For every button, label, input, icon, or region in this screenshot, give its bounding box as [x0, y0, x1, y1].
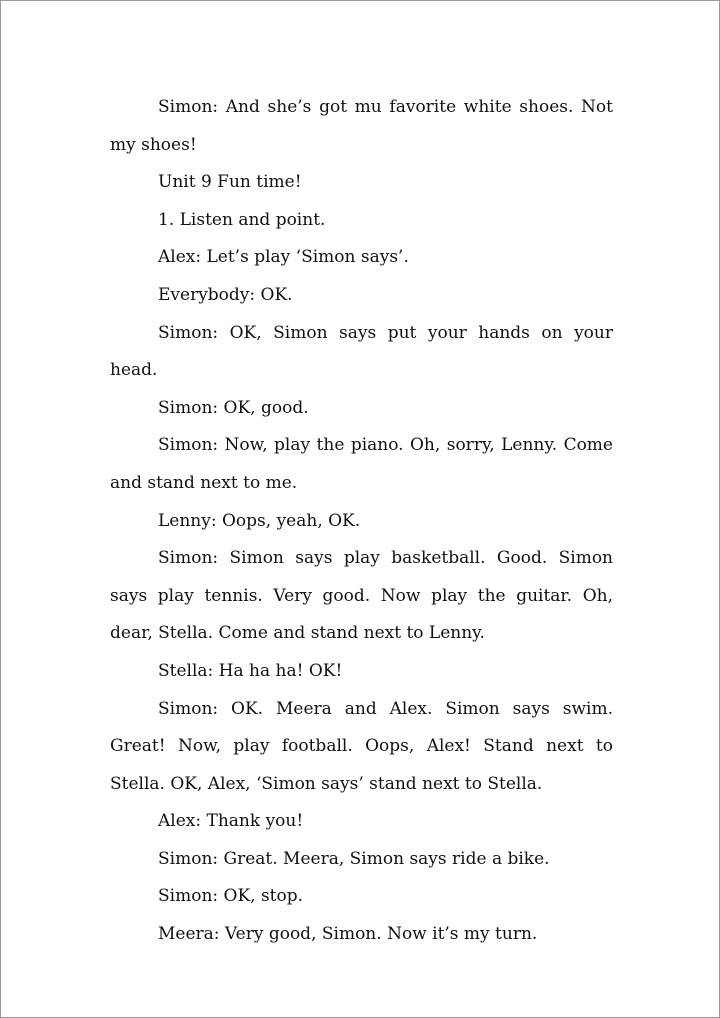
dialogue-line: Everybody: OK.	[158, 284, 293, 305]
dialogue-line: Simon: Now, play the piano. Oh, sorry, Lenny. Come and stand next to me.	[110, 435, 613, 493]
dialogue-line: Simon: OK. Meera and Alex. Simon says swim. Great! Now, play football. Oops, Alex! Stand next to Stella. OK, Alex, ‘Simon says’ stand next to Stella.	[110, 698, 613, 794]
dialogue-line: Simon: OK, good.	[158, 397, 309, 418]
exercise-instruction: 1. Listen and point.	[158, 209, 326, 230]
dialogue-line: Alex: Let’s play ‘Simon says’.	[158, 247, 409, 268]
dialogue-line: Simon: OK, Simon says put your hands on your head.	[110, 322, 613, 381]
dialogue-line: Simon: OK, stop.	[158, 886, 304, 907]
dialogue-line: Lenny: Oops, yeah, OK.	[158, 510, 361, 531]
dialogue-line: Simon: Simon says play basketball. Good. Simon says play tennis. Very good. Now play the guitar. Oh, dear, Stella. Come and stand next to Lenny.	[110, 548, 613, 644]
document-body	[110, 89, 613, 954]
dialogue-line: Simon: Great. Meera, Simon says ride a bike.	[158, 848, 550, 869]
section-heading: Unit 9 Fun time!	[158, 172, 302, 193]
paragraph: Simon: And she’s got mu favorite white shoes. Not my shoes!	[110, 97, 613, 155]
dialogue-line: Meera: Very good, Simon. Now it’s my turn.	[158, 924, 538, 945]
dialogue-line: Alex: Thank you!	[158, 811, 304, 832]
dialogue-line: Stella: Ha ha ha! OK!	[158, 660, 343, 681]
